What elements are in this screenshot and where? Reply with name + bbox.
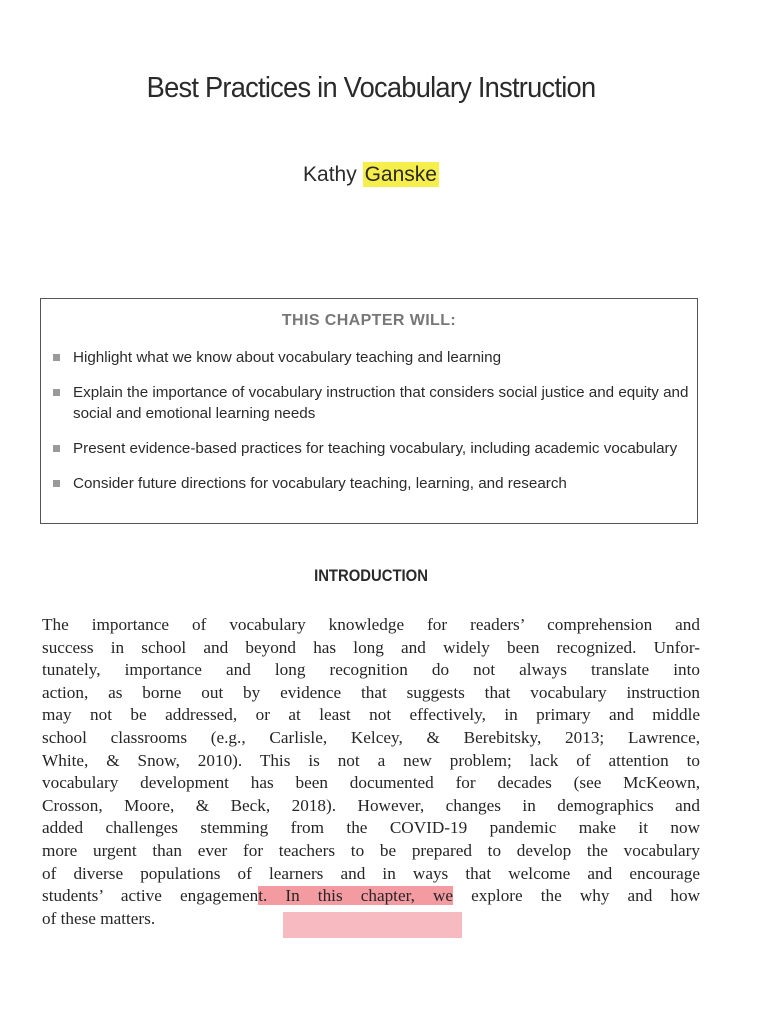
paragraph-line: Crosson, Moore, & Beck, 2018). However, changes in demographics and	[42, 795, 700, 815]
square-bullet-icon	[53, 354, 60, 361]
objectives-heading: THIS CHAPTER WILL:	[281, 312, 457, 329]
paragraph-line: vocabulary development has been documented for decades (see McKeown,	[42, 773, 700, 793]
objectives-list	[41, 347, 697, 494]
chapter-title: Best Practices in Vocabulary Instruction	[146, 72, 596, 104]
author-first-name: Kathy	[303, 163, 357, 186]
chapter-objectives-box	[40, 298, 698, 524]
objective-item	[41, 438, 697, 459]
introduction-paragraph[interactable]	[42, 614, 700, 930]
objective-text: Present evidence-based practices for teaching vocabulary, including academic vocabulary	[73, 440, 678, 457]
paragraph-line: of diverse populations of learners and in ways that welcome and encourage	[42, 863, 700, 883]
square-bullet-icon	[53, 445, 60, 452]
objective-text: Explain the importance of vocabulary instruction that considers social justice and equity and social and emotional learning needs	[73, 384, 689, 422]
author-last-name-highlighted[interactable]: Ganske	[364, 163, 437, 186]
paragraph-line	[42, 885, 700, 908]
paragraph-line: tunately, importance and long recognition do not always translate into	[42, 660, 700, 680]
line-text-before-selection: students’ active engagemen	[42, 886, 259, 906]
paragraph-line: school classrooms (e.g., Carlisle, Kelcey, & Berebitsky, 2013; Lawrence,	[42, 727, 700, 747]
square-bullet-icon	[53, 480, 60, 487]
paragraph-line: more urgent than ever for teachers to be prepared to develop the vocabulary	[42, 840, 700, 860]
paragraph-line: may not be addressed, or at least not effectively, in primary and middle	[42, 705, 700, 725]
paragraph-line: The importance of vocabulary knowledge for readers’ comprehension and	[42, 615, 700, 634]
selection-toolbar-overlay[interactable]	[283, 912, 462, 938]
objective-item	[41, 382, 697, 424]
text-selection[interactable]: t. In this chapter, we	[258, 886, 454, 906]
paragraph-line: White, & Snow, 2010). This is not a new problem; lack of attention to	[42, 750, 700, 770]
objective-text: Highlight what we know about vocabulary teaching and learning	[73, 349, 502, 366]
square-bullet-icon	[53, 389, 60, 396]
paragraph-line: added challenges stemming from the COVID-19 pandemic make it now	[42, 818, 700, 838]
introduction-heading: INTRODUCTION	[314, 567, 428, 585]
line-text-after-selection: explore the why and how	[453, 886, 700, 906]
objective-item	[41, 473, 697, 494]
objective-text: Consider future directions for vocabulary teaching, learning, and research	[73, 475, 567, 492]
paragraph-line: of these matters.	[42, 908, 156, 928]
paragraph-line: action, as borne out by evidence that suggests that vocabulary instruction	[42, 682, 700, 702]
paragraph-line: success in school and beyond has long and widely been recognized. Unfor-	[42, 637, 700, 657]
author-name	[0, 163, 742, 187]
objective-item	[41, 347, 697, 368]
